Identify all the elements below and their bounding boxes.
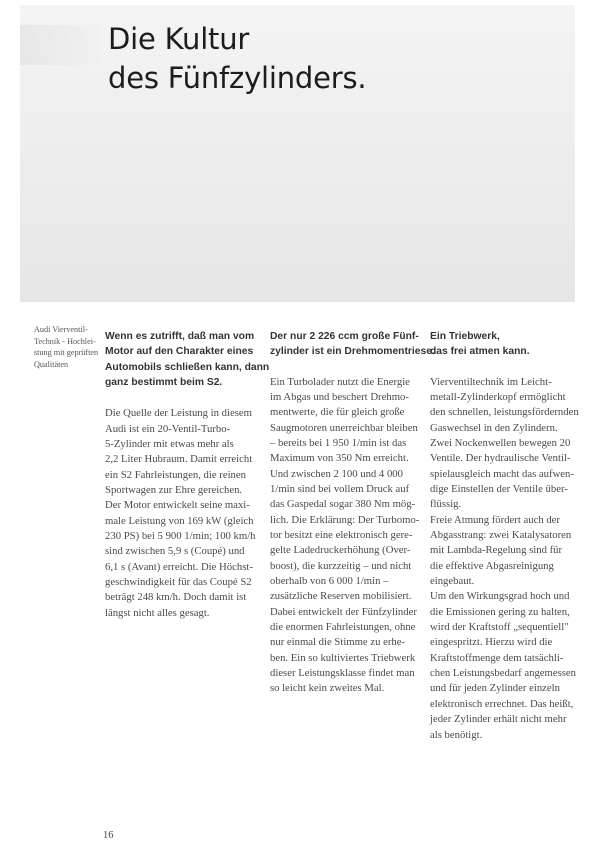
image-caption (34, 324, 98, 370)
body-line: 230 PS) bei 5 900 1/min; 100 km/h (105, 529, 256, 542)
body-line: – bereits bei 1 950 1/min ist das (270, 436, 407, 449)
body-line: Und zwischen 2 100 und 4 000 (270, 467, 403, 480)
text-column-3 (430, 329, 580, 743)
body-line: Audi ist ein 20-Ventil-Turbo- (105, 422, 231, 435)
body-line: Ein Turbolader nutzt die Energie (270, 375, 410, 388)
body-line: wird der Kraftstoff „sequentiell" (430, 621, 569, 634)
column-body (430, 375, 580, 743)
body-line: Dabei entwickelt der Fünfzylinder (270, 605, 417, 618)
body-line: ben. Ein so kultiviertes Triebwerk (270, 651, 416, 664)
text-column-1 (105, 329, 275, 621)
caption-line: stung mit geprüften (34, 348, 99, 357)
body-line: Zwei Nockenwellen bewegen 20 (430, 436, 571, 449)
body-line: Gaswechsel in den Zylindern. (430, 421, 558, 434)
body-line: geschwindigkeit für das Coupé S2 (105, 575, 252, 588)
column-body (270, 375, 430, 697)
body-line: 2,2 Liter Hubraum. Damit erreicht (105, 453, 253, 466)
body-line: zusätzliche Reserven mobilisiert. (270, 590, 412, 603)
body-line: nur einmal die Stimme zu erhe- (270, 636, 406, 649)
body-line: jeder Zylinder erhält nicht mehr (430, 713, 567, 726)
body-line: chen Leistungsbedarf angemessen (430, 667, 577, 680)
body-line: als benötigt. (430, 728, 483, 741)
body-line: mit Lambda-Regelung sind für (430, 544, 563, 557)
body-line: 1/min sind bei vollem Druck auf (270, 483, 410, 495)
lead-line: Automobils schließen kann, dann (105, 361, 270, 373)
body-line: Um den Wirkungsgrad hoch und (430, 590, 570, 603)
body-line: oberhalb von 6 000 1/min – (270, 575, 389, 588)
body-line: die effektive Abgasreinigung (430, 559, 554, 572)
body-line: gelte Ladedruckerhöhung (Over- (270, 544, 411, 557)
body-line: ein S2 Fahrleistungen, die reinen (105, 468, 246, 481)
body-line: beträgt 248 km/h. Doch damit ist (105, 591, 247, 604)
page-number: 16 (103, 830, 114, 841)
body-line: mentwerte, die für gleich große (270, 406, 405, 419)
body-line: metall-Zylinderkopf ermöglicht (430, 390, 566, 403)
text-column-2 (270, 329, 435, 697)
body-line: Sportwagen zur Ehre gereichen. (105, 483, 243, 496)
column-body (105, 406, 275, 621)
caption-line: Qualitäten (34, 359, 69, 369)
body-line: und für jeden Zylinder einzeln (430, 682, 560, 695)
caption-line: Audi Vierventil- (34, 325, 88, 334)
body-line: Ventile. Der hydraulische Ventil- (430, 452, 571, 465)
body-line: im Abgas und beschert Drehmo- (270, 390, 409, 403)
body-line: male Leistung von 169 kW (gleich (105, 514, 254, 527)
body-line: lich. Die Erklärung: Der Turbomo- (270, 513, 420, 526)
column-lead (430, 329, 580, 360)
body-line: elektronisch errechnet. Das heißt, (430, 697, 574, 710)
body-line: das Gaspedal sogar 380 Nm mög- (270, 498, 416, 511)
lead-line: zylinder ist ein Drehmomentriese. (270, 346, 435, 358)
body-line: eingebaut. (430, 575, 475, 588)
title-line: des Fünfzylinders. (108, 61, 367, 95)
body-line: die enormen Fahrleistungen, ohne (270, 621, 416, 634)
body-line: so leicht kein zweites Mal. (270, 682, 385, 695)
body-line: spielausgleich macht das aufwen- (430, 467, 574, 480)
body-line: Der Motor entwickelt seine maxi- (105, 499, 250, 512)
column-lead (270, 329, 435, 360)
caption-line: Technik - Hochlei- (34, 336, 96, 346)
lead-line: Wenn es zutrifft, daß man vom (105, 331, 255, 342)
page-title (108, 20, 366, 98)
body-line: die Emissionen gering zu halten, (430, 605, 570, 618)
body-line: Vierventiltechnik im Leicht- (430, 375, 552, 388)
lead-line: ganz bestimmt beim S2. (105, 376, 223, 388)
lead-line: Ein Triebwerk, (430, 331, 500, 342)
body-line: dieser Leistungsklasse findet man (270, 667, 415, 680)
column-lead (105, 329, 275, 390)
body-line: flüssig. (430, 498, 462, 511)
body-line: Kraftstoffmenge dem tatsächli- (430, 651, 564, 664)
body-line: Die Quelle der Leistung in diesem (105, 407, 252, 420)
lead-line: Der nur 2 226 ccm große Fünf- (270, 331, 419, 342)
body-line: tor besitzt eine elektronisch gere- (270, 529, 413, 542)
body-line: dige Einstellen der Ventile über- (430, 483, 568, 495)
lead-line: Motor auf den Charakter eines (105, 346, 254, 358)
body-line: Maximum von 350 Nm erreicht. (270, 452, 409, 465)
body-line: sind zwischen 5,9 s (Coupé) und (105, 545, 245, 558)
body-line: Saugmotoren unerreichbar bleiben (270, 421, 418, 434)
body-line: eingespritzt. Hierzu wird die (430, 636, 553, 649)
body-line: den schnellen, leistungsfördernden (430, 406, 579, 419)
title-line: Die Kultur (108, 22, 250, 56)
body-line: Abgasstrang: zwei Katalysatoren (430, 529, 572, 542)
body-line: längst nicht alles gesagt. (105, 606, 210, 619)
lead-line: das frei atmen kann. (430, 346, 530, 358)
body-line: Freie Atmung fördert auch der (430, 513, 560, 526)
body-line: boost), die kurzzeitig – und nicht (270, 559, 412, 572)
body-line: 6,1 s (Avant) erreicht. Die Höchst- (105, 560, 253, 573)
body-line: 5-Zylinder mit etwas mehr als (105, 437, 234, 450)
